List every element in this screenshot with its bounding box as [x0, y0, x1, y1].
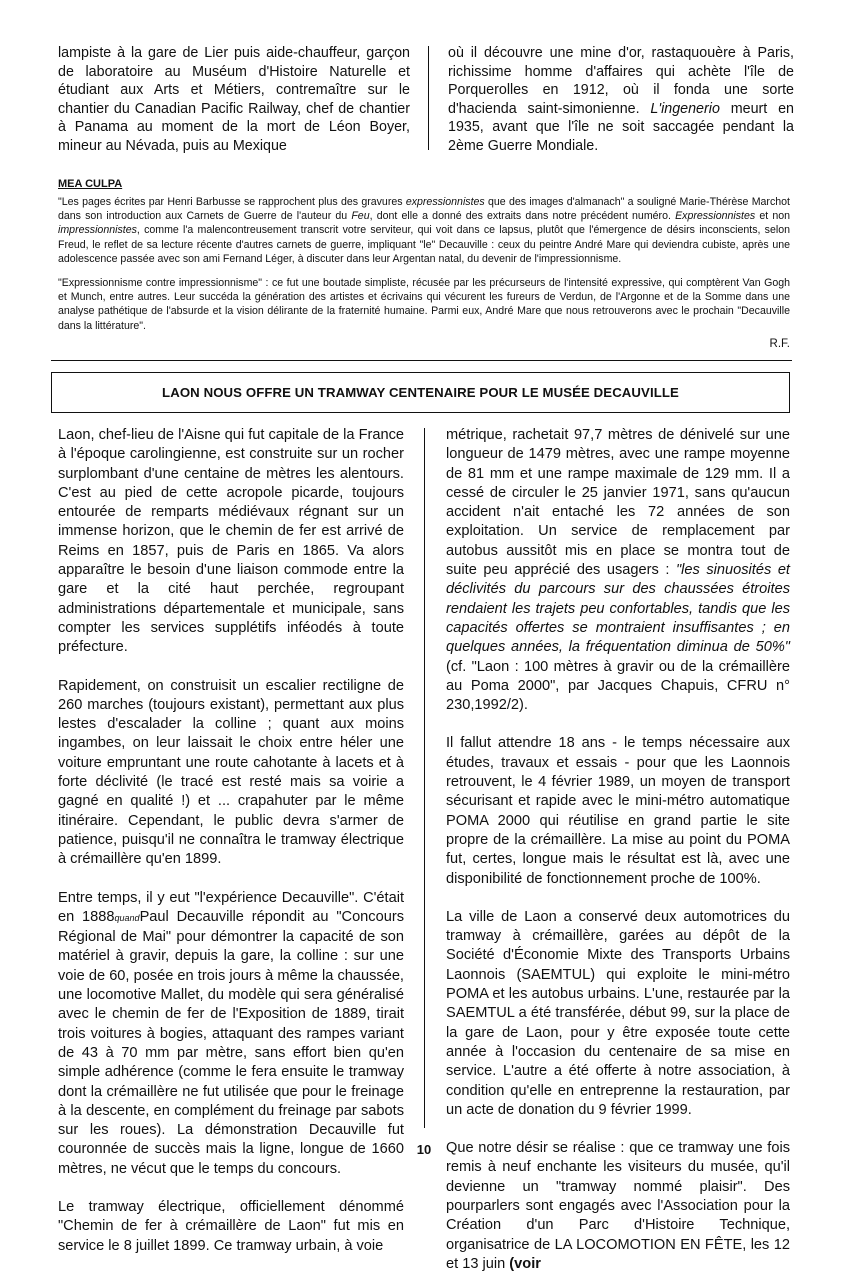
left-p3-a: Entre temps, il y eut "l'expérience Decauville". C'était en 1888 [58, 889, 404, 925]
right-p1-a: métrique, rachetait 97,7 mètres de dénivelé sur une longueur de 1479 mètres, avec une rampe moyenne de 81 mm et une rampe maximale de 129 mm. Il a cessé de circuler le 25 janvier 1971, sans qu'aucun accident n'ait entaché les 72 années de son exploitation. Un service de remplacement par autobus aussitôt mis en place se montra tout de suite peu apprécié des usagers : [446, 427, 790, 579]
mea-p1-it1: expressionnistes [405, 196, 485, 208]
article-heading-box [51, 372, 790, 413]
mea-culpa-paragraph-1 [58, 195, 790, 266]
mea-culpa-signature: R.F. [769, 337, 790, 350]
article-right-paragraph-2: Il fallut attendre 18 ans - le temps nécessaire aux études, travaux et essais - pour que les Laonnois retrouvent, le 4 février 1989, un moyen de transport sécurisant et rapide avec le mini-métro automatique POMA 2000 qui réutilise en grand partie le site propre de la crémaillère. La mise au point du POMA fut, certes, longue mais le résultat est là, avec une disponibilité de fonctionnement proche de 100%. [446, 735, 790, 887]
article-left-paragraph-1: Laon, chef-lieu de l'Aisne qui fut capitale de la France à l'époque carolingienne, est construite sur un rocher surplombant d'une centaine de mètres les alentours. C'est au pied de cette acropole picarde, toujours entourée de remparts médiévaux régnant sur un immense horizon, que le chemin de fer est arrivé de Reims en 1857, puis de Paris en 1865. Va alors apparaître le besoin d'une liaison commode entre la gare et la cité haut perchée, regroupant administrations départementale et municipale, sans compter les services supplétifs inféodés à toute préfecture. [58, 427, 404, 656]
top-right-column [448, 44, 794, 156]
section-rule [51, 360, 792, 361]
top-left-text: lampiste à la gare de Lier puis aide-chauffeur, garçon de laboratoire au Muséum d'Histoire Naturelle et étudiant aux Arts et Métiers, contremaître sur le chantier du Canadian Pacific Railway, chef de chantier à Panama au moment de la mort de Léon Boyer, mineur au Névada, puis au Mexique [58, 45, 410, 154]
top-right-italic: L'ingenerio [650, 100, 720, 117]
top-columns [58, 44, 794, 156]
top-right-text-a: où il découvre une mine d'or, rastaquouère à Paris, richissime homme d'affaires qui achète l'île de Porquerolles en 1912, où il fonda une sorte d'hacienda saint-simonienne. [448, 45, 794, 117]
mea-p1-c: , dont elle a donné des extraits dans notre précédent numéro. [369, 210, 676, 223]
top-right-text-b: meurt en 1935, avant que l'île ne soit saccagée pendant la 2ème Guerre Mondiale. [448, 100, 794, 154]
article-right-paragraph-1 [446, 426, 790, 715]
article-right-paragraph-4 [446, 1139, 790, 1274]
mea-p1-e: , comme l'a malencontreusement transcrit votre serviteur, qui voit dans ce lapsus, plutôt que l'émergence de désirs inconscients, selon Freud, le reflet de sa lecture récente d'autres carnets de guerre, impliquant "le" Decauville : ceux du peintre André Mare qui deviendra cubiste, après une adolescence passée avec son ami Fernand Léger, à discuter dans leur Argentan natal, du devenir de l'impressionnisme. [58, 224, 790, 265]
mea-p1-b: que des images d'almanach" a souligné Marie-Thérèse Marchot dans son introduction aux Carnets de Guerre de l'auteur du [58, 196, 790, 223]
left-p3-handwritten: quand [114, 912, 140, 923]
article-left-paragraph-2: Rapidement, on construisit un escalier rectiligne de 260 marches (toujours existant), permettant aux plus lestes d'escalader la colline ; quant aux moins ingambes, on leur laissait le choix entre héler une voiture empruntant une route cahotante à lacets et à forte déclivité (le tracé est resté mais sa voirie a gagné en qualité !) et ... crapahuter par le même itinéraire. Cependant, le public devra s'armer de patience, puisqu'il ne connaîtra le tramway électrique à crémaillère qu'en 1899. [58, 677, 404, 868]
article-right-paragraph-3: La ville de Laon a conservé deux automotrices du tramway à crémaillère, garées au dépôt de la Société d'Économie Mixte des Transports Urbains Laonnois (SAEMTUL) qui exploite le mini-métro POMA et les autobus urbains. L'une, restaurée par la SAEMTUL a été transférée, début 99, sur la place de la gare de Laon, pour y être exposée toute cette année à l'occasion du centenaire de sa mise en service. L'autre a été offerte à notre association, à condition qu'elle en entreprenne la restauration, par un acte de donation du 9 février 1999. [446, 908, 790, 1118]
article-left-paragraph-3 [58, 889, 404, 1179]
mea-culpa-paragraph-2: "Expressionnisme contre impressionnisme" : ce fut une boutade simpliste, récusée par les précurseurs de l'intensité expressive, qui comptèrent Van Gogh et Munch, entre autres. Leur succéda la génération des artistes et écrivains qui vécurent les fureurs de Verdun, de l'Argonne et de la Somme dans une analyse pathétique de l'absurde et la vision délirante de la fraternité humaine. Parmi eux, André Mare que nous retrouverons avec le prochain "Decauville dans la littérature". [58, 277, 790, 332]
right-p4-b: (voir [509, 1255, 541, 1272]
mea-culpa-body [58, 195, 790, 351]
mea-p1-it4: impressionnistes [58, 224, 137, 237]
article-column-divider [424, 428, 425, 1128]
top-left-column [58, 44, 410, 156]
right-p1-b: (cf. "Laon : 100 mètres à gravir ou de la crémaillère au Poma 2000", par Jacques Chapuis, CFRU n° 230,1992/2). [446, 658, 790, 714]
right-p4-a: Que notre désir se réalise : que ce tramway une fois remis à neuf enchante les visiteurs du musée, qu'il devienne un "tramway nommé plaisir". Des pourparlers sont engagés avec l'Association pour la Création d'un Parc d'Histoire Technique, organisatrice de LA LOCOMOTION EN FÊTE, les 12 et 13 juin [446, 1140, 790, 1272]
mea-p1-it3: Expressionnistes [675, 210, 756, 223]
article-heading: LAON NOUS OFFRE UN TRAMWAY CENTENAIRE POUR LE MUSÉE DECAUVILLE [162, 385, 679, 400]
top-column-divider [428, 46, 429, 150]
right-p1-quote: "les sinuosités et déclivités du parcours sur des chaussées étroites rendaient les trajets peu confortables, tandis que les capacités offertes se montraient insuffisantes ; en quelques années, la fréquentation diminua de 50%" [446, 562, 790, 656]
page-number: 10 [416, 1142, 432, 1157]
top-right-text [448, 44, 794, 156]
mea-p1-it2: Feu [351, 210, 370, 223]
mea-p1-a: "Les pages écrites par Henri Barbusse se rapprochent plus des gravures [58, 196, 406, 208]
article-left-paragraph-4: Le tramway électrique, officiellement dénommé "Chemin de fer à crémaillère de Laon" fut mis en service le 8 juillet 1899. Ce tramway urbain, à voie [58, 1198, 404, 1254]
mea-culpa-title: MEA CULPA [58, 178, 123, 190]
mea-p1-d: et non [755, 210, 790, 223]
left-p3-b: Paul Decauville répondit au "Concours Régional de Mai" pour démontrer la capacité de son matériel à gravir, depuis la gare, la colline : sur une voie de 60, posée en trois jours à même la chaussée, une locomotive Mallet, du modèle qui sera généralisé avec le chemin de fer de l'Exposition de 1889, tirait trois voitures à bogies, attaquant des rampes variant de 43 à 70 mm par mètre, sans effort bien qu'en simple adhérence (comme le fera ensuite le tramway dont la crémaillère ne fut utilisée que pour le freinage à la descente, en complément du freinage par sabots sur les roues). La démonstration Decauville fut couronnée de succès mais la ligne, longue de 1660 mètres, ne vécut que le temps du concours. [58, 908, 404, 1177]
